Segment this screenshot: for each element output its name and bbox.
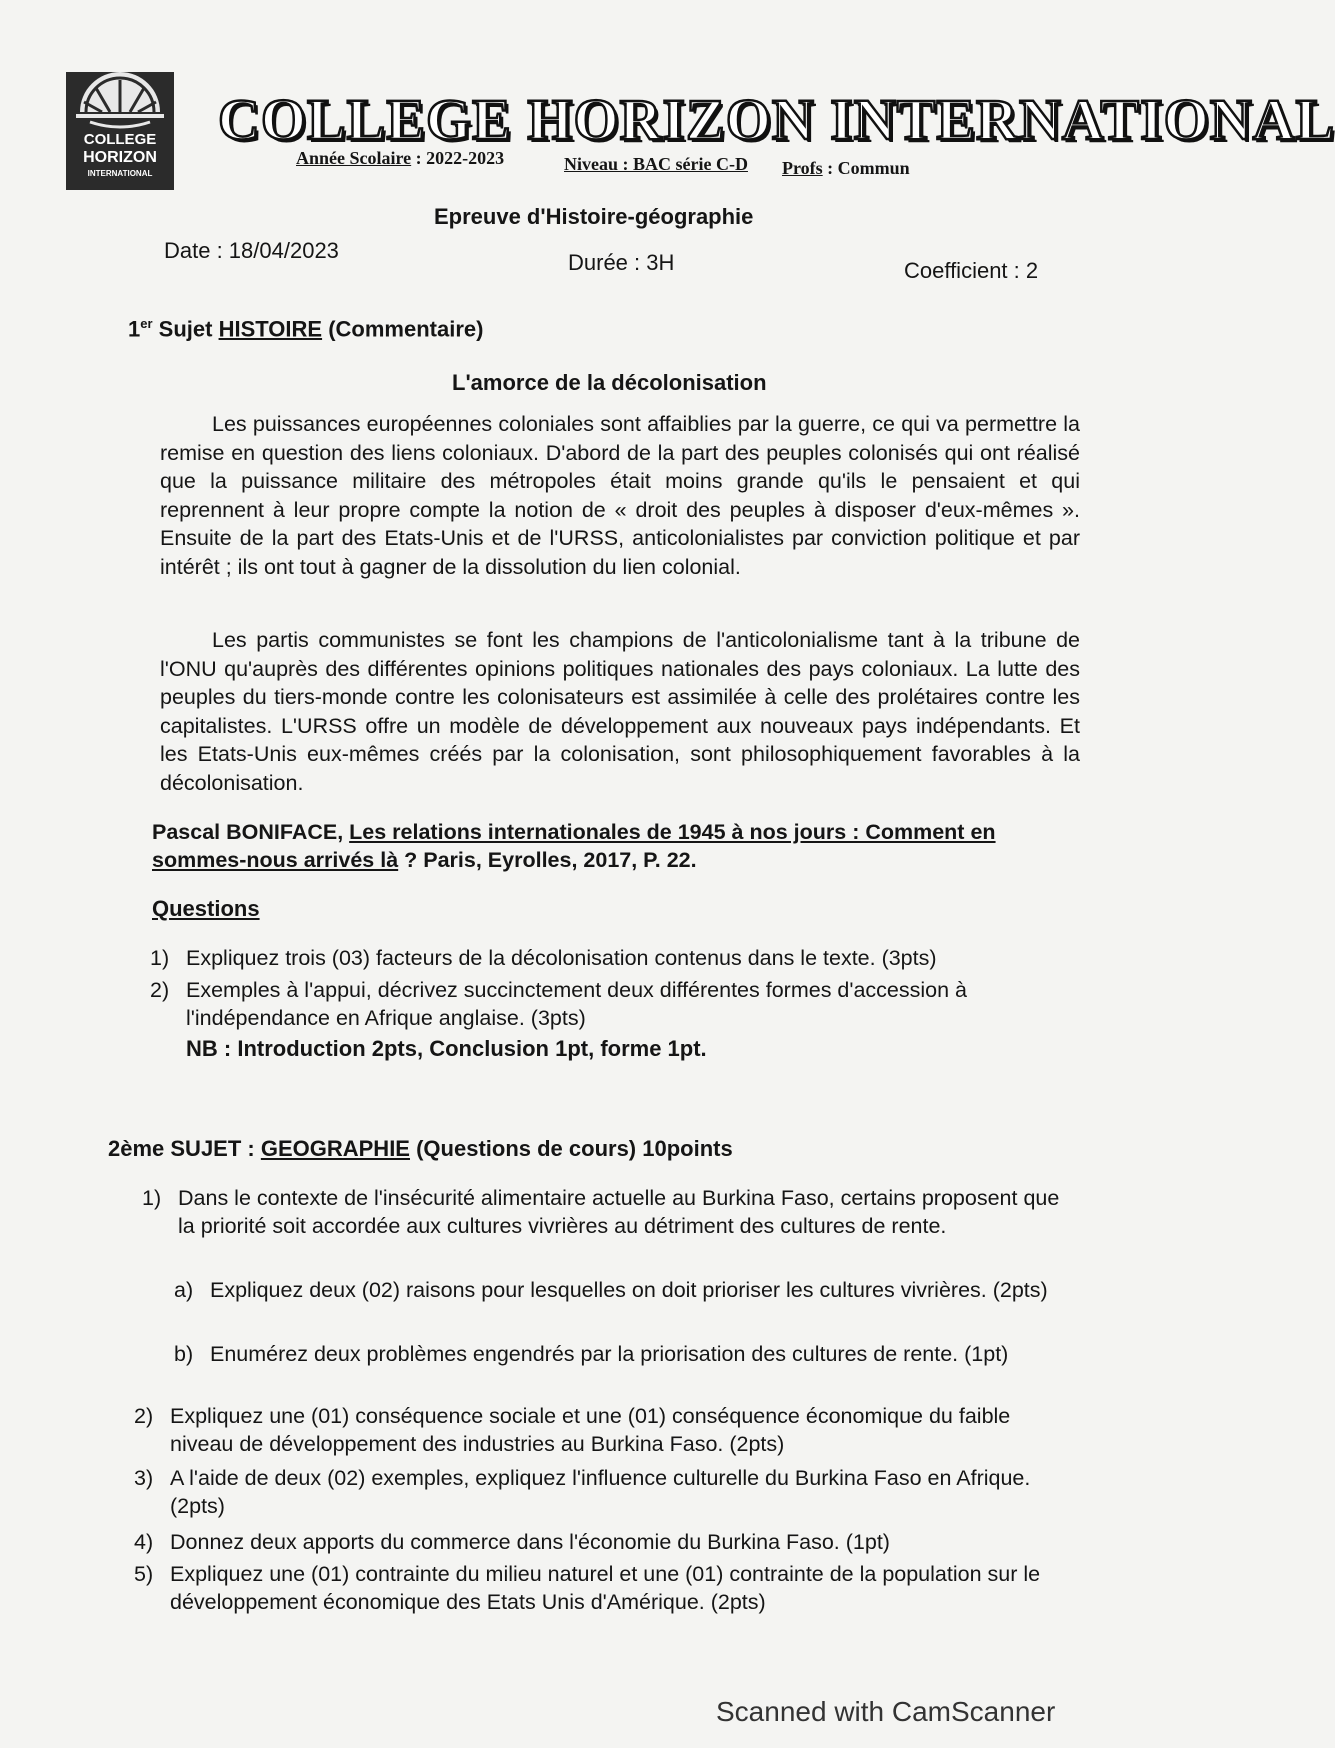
source-publication: ? Paris, Eyrolles, 2017, P. 22. xyxy=(398,848,697,872)
profs-label: Profs xyxy=(782,158,823,178)
question-text: Enumérez deux problèmes engendrés par la priorisation des cultures de rente. (1pt) xyxy=(210,1342,1009,1366)
question-number: 3) xyxy=(134,1466,154,1490)
text-paragraph-2 xyxy=(160,626,1080,797)
school-name: COLLEGE HORIZON INTERNATIONAL xyxy=(218,87,1335,152)
heading-prefix: 2ème SUJET : xyxy=(108,1136,261,1161)
questions-heading: Questions xyxy=(152,896,260,921)
exam-date: Date : 18/04/2023 xyxy=(164,238,339,263)
logo-text-1: COLLEGE xyxy=(83,131,157,148)
question-text: Dans le contexte de l'insécurité alimentaire actuelle au Burkina Faso, certains proposent que la priorité soit accordée aux cultures vivrières au détriment des cultures de rente. xyxy=(178,1186,1060,1238)
logo-text-2: HORIZON xyxy=(83,149,157,166)
question-number: 5) xyxy=(134,1562,154,1586)
histoire-question-2 xyxy=(150,976,1050,1032)
question-text: Donnez deux apports du commerce dans l'économie du Burkina Faso. (1pt) xyxy=(170,1530,890,1554)
niveau-label: Niveau : BAC série C-D xyxy=(564,154,748,174)
text-source xyxy=(152,818,1052,874)
paragraph-2-text: Les partis communistes se font les champions de l'anticolonialisme tant à la tribune de l'ONU qu'auprès des différentes opinions politiques nationales des pays coloniaux. La lutte des peuples du tiers-monde contre les colonisateurs est assimilée à celle des prolétaires contre les capitalistes. L'URSS offre un modèle de développement aux nouveaux pays indépendants. Et les Etats-Unis eux-mêmes créés par la colonisation, sont philosophiquement favorables à la décolonisation. xyxy=(160,628,1080,795)
geo-question-3 xyxy=(134,1464,1074,1520)
heading-suffix: (Commentaire) xyxy=(322,316,484,342)
text-paragraph-1 xyxy=(160,410,1080,581)
question-number: 1) xyxy=(142,1186,162,1210)
geographie-heading xyxy=(108,1136,733,1162)
school-logo xyxy=(66,72,174,190)
profs-value: : Commun xyxy=(822,158,910,178)
question-number: 4) xyxy=(134,1530,154,1554)
school-year-value: : 2022-2023 xyxy=(411,148,505,168)
text-title: L'amorce de la décolonisation xyxy=(452,370,767,395)
question-text: Expliquez deux (02) raisons pour lesquelles on doit prioriser les cultures vivrières. (2pts) xyxy=(210,1278,1048,1302)
geographie-subject: GEOGRAPHIE xyxy=(260,1136,410,1161)
question-number: a) xyxy=(174,1278,194,1302)
epreuve-title: Epreuve d'Histoire-géographie xyxy=(434,204,754,229)
question-text: Expliquez une (01) conséquence sociale et une (01) conséquence économique du faible niveau de développement des industries au Burkina Faso. (2pts) xyxy=(170,1404,1011,1456)
question-number: 2) xyxy=(150,978,170,1002)
profs xyxy=(782,158,910,179)
geo-question-5 xyxy=(134,1560,1074,1616)
source-author: Pascal BONIFACE, xyxy=(152,820,350,844)
exam-coefficient: Coefficient : 2 xyxy=(904,258,1039,283)
geo-question-2 xyxy=(134,1402,1074,1458)
heading-number: 1 xyxy=(128,316,141,342)
logo-text-3: INTERNATIONAL xyxy=(87,169,153,178)
school-year-label: Année Scolaire xyxy=(296,148,412,168)
question-text: Expliquez une (01) contrainte du milieu naturel et une (01) contrainte de la population sur le développement économique des Etats Unis d'Amérique. (2pts) xyxy=(170,1562,1041,1614)
question-text: A l'aide de deux (02) exemples, expliquez l'influence culturelle du Burkina Faso en Afrique. (2pts) xyxy=(170,1466,1031,1518)
heading-suffix: (Questions de cours) 10points xyxy=(409,1136,733,1161)
geo-question-1a xyxy=(174,1276,1074,1304)
geo-question-1 xyxy=(142,1184,1072,1240)
geo-question-1b xyxy=(174,1340,1074,1368)
heading-superscript: er xyxy=(140,316,153,331)
heading-prefix: Sujet xyxy=(152,316,219,342)
question-text: Expliquez trois (03) facteurs de la décolonisation contenus dans le texte. (3pts) xyxy=(186,946,937,970)
school-year xyxy=(296,148,504,169)
histoire-heading xyxy=(128,316,483,342)
source-book-title: Les relations internationales de 1945 à nos jours : Comment en sommes-nous arrivés là xyxy=(152,820,996,872)
question-number: 2) xyxy=(134,1404,154,1428)
exam-duration: Durée : 3H xyxy=(568,250,675,275)
niveau xyxy=(564,154,748,175)
question-number: b) xyxy=(174,1342,194,1366)
question-number: 1) xyxy=(150,946,170,970)
nb-note: NB : Introduction 2pts, Conclusion 1pt, forme 1pt. xyxy=(186,1036,707,1061)
histoire-question-1 xyxy=(150,944,1050,972)
paragraph-1-text: Les puissances européennes coloniales sont affaiblies par la guerre, ce qui va permettre la remise en question des liens coloniaux. D'abord de la part des peuples colonisés qui ont réalisé que la puissance militaire des métropoles était moins grande qu'ils le pensaient et qui reprennent à leur propre compte la notion de « droit des peuples à disposer d'eux-mêmes ». Ensuite de la part des Etats-Unis et de l'URSS, anticolonialistes par conviction politique et par intérêt ; ils ont tout à gagner de la dissolution du lien colonial. xyxy=(160,412,1080,579)
scanner-watermark: Scanned with CamScanner xyxy=(716,1696,1056,1727)
histoire-subject: HISTOIRE xyxy=(218,316,323,342)
geo-question-4 xyxy=(134,1528,1074,1556)
question-text: Exemples à l'appui, décrivez succinctement deux différentes formes d'accession à l'indépendance en Afrique anglaise. (3pts) xyxy=(186,978,968,1030)
